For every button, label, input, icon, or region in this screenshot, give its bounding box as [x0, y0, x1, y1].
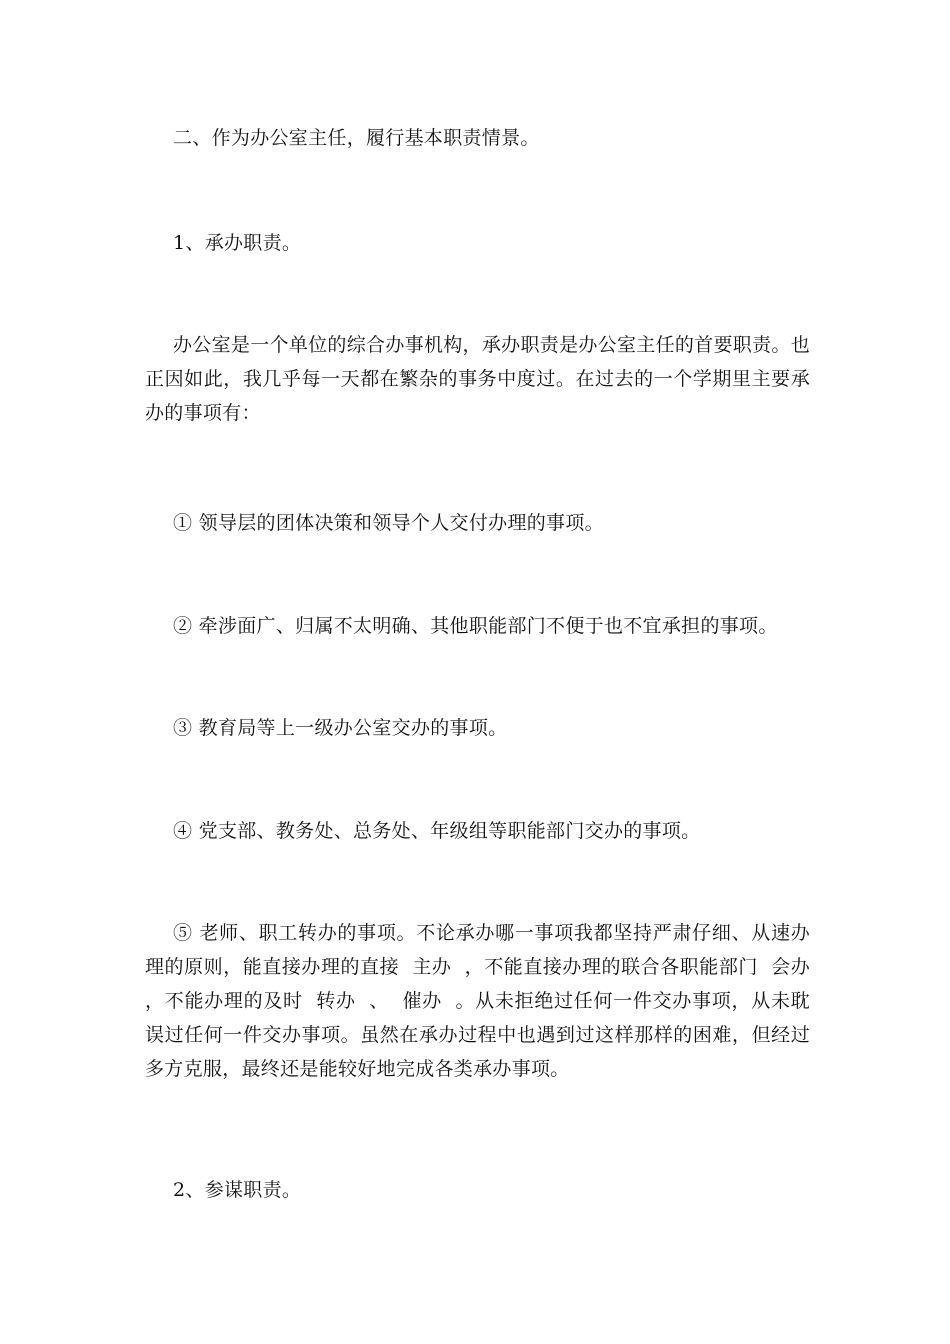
body-paragraph: 办公室是一个单位的综合办事机构，承办职责是办公室主任的首要职责。也正因如此，我几乎每一天都在繁杂的事务中度过。在过去的一个学期里主要承办的事项有： — [145, 334, 810, 424]
section-heading: 二、作为办公室主任，履行基本职责情景。 — [173, 127, 540, 149]
subsection-heading-advisory: 2、参谋职责。 — [173, 1179, 302, 1201]
list-item: ④ 党支部、教务处、总务处、年级组等职能部门交办的事项。 — [173, 820, 701, 842]
list-item: ③ 教育局等上一级办公室交办的事项。 — [173, 717, 508, 739]
subsection-heading-undertaking: 1、承办职责。 — [173, 232, 302, 254]
list-item: ② 牵涉面广、归属不太明确、其他职能部门不便于也不宜承担的事项。 — [173, 615, 778, 637]
list-item: ① 领导层的团体决策和领导个人交付办理的事项。 — [173, 512, 604, 534]
list-item: ⑤ 老师、职工转办的事项。不论承办哪一事项我都坚持严肃仔细、从速办理的原则，能直接办理的直接 主办 ，不能直接办理的联合各职能部门 会办 ，不能办理的及时 转办 、 催办 。从未拒绝过任何一件交办事项，从未耽误过任何一件交办事项。虽然在承办过程中也遇到过这样那样的困难，但经过多方克服，最终还是能较好地完成各类承办事项。 — [145, 922, 823, 1080]
